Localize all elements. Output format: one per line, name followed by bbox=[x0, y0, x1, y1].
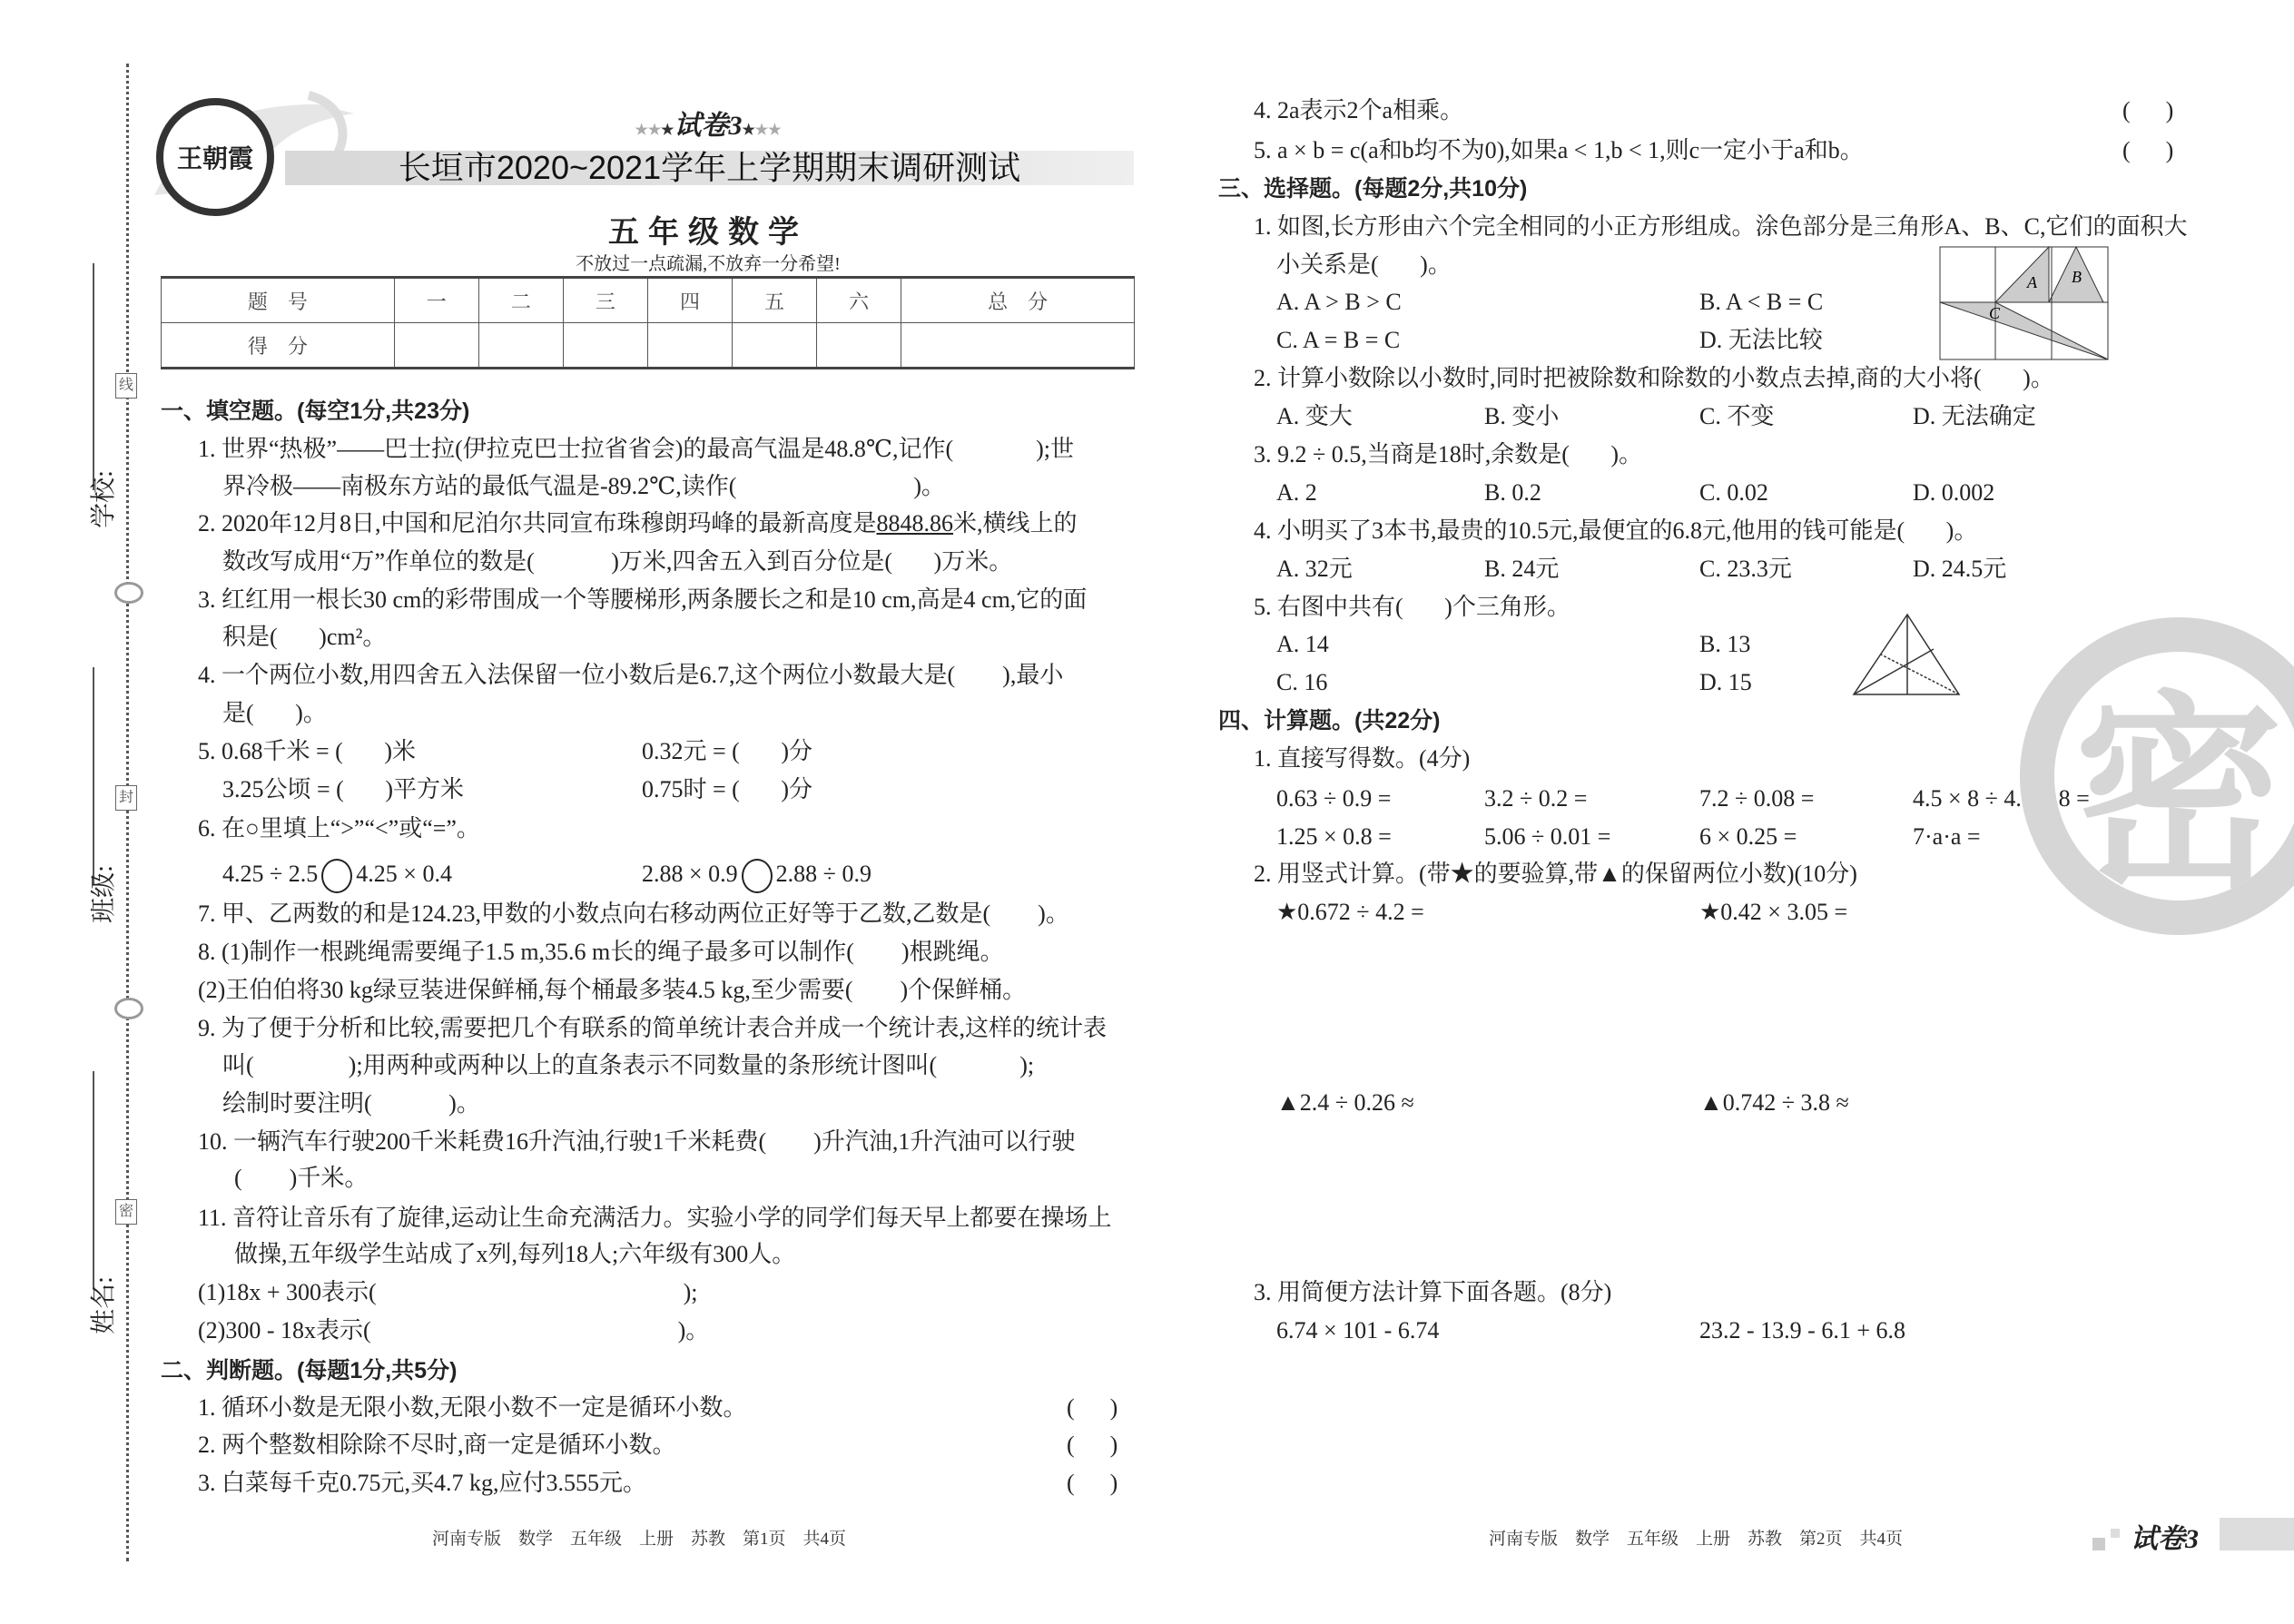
compare-row: 4.25 ÷ 2.5 4.25 × 0.4 bbox=[222, 859, 452, 893]
question-line: 9. 为了便于分析和比较,需要把几个有联系的简单统计表合并成一个统计表,这样的统计表 bbox=[198, 1015, 1108, 1041]
option[interactable]: B. 0.2 bbox=[1484, 479, 1541, 506]
binding-dotted-line bbox=[126, 64, 129, 1561]
question-line: 4. 一个两位小数,用四舍五入法保留一位小数后是6.7,这个两位小数最大是( ),最小 bbox=[198, 662, 1064, 688]
option[interactable]: B. 24元 bbox=[1484, 556, 1560, 582]
motto: 不放过一点疏漏,不放弃一分希望! bbox=[576, 254, 841, 274]
option[interactable]: C. 23.3元 bbox=[1699, 556, 1792, 582]
question-line: 11. 音符让音乐有了旋律,运动让生命充满活力。实验小学的同学们每天早上都要在操场上 bbox=[198, 1205, 1112, 1231]
option[interactable]: C. A = B = C bbox=[1276, 327, 1401, 353]
stars-icon: ★★★ bbox=[635, 123, 674, 138]
name-field[interactable] bbox=[93, 1071, 94, 1289]
section-heading: 四、计算题。(共22分) bbox=[1218, 708, 1441, 733]
question-line: 10. 一辆汽车行驶200千米耗费16升汽油,行驶1千米耗费( )升汽油,1升汽油可以行驶 bbox=[198, 1128, 1076, 1155]
school-field[interactable] bbox=[93, 263, 94, 490]
section-heading: 一、填空题。(每空1分,共23分) bbox=[161, 399, 470, 424]
score-table: 题 号 一 二 三 四 五 六 总 分 得 分 bbox=[161, 276, 1135, 369]
option[interactable]: B. 13 bbox=[1699, 631, 1751, 657]
footer-right: 河南专版 数学 五年级 上册 苏教 第2页 共4页 bbox=[1489, 1530, 1904, 1549]
question-line: 2. 2020年12月8日,中国和尼泊尔共同宣布珠穆朗玛峰的最新高度是8848.86米,横线上的 bbox=[198, 510, 1078, 536]
compare-row: 2.88 × 0.9 2.88 ÷ 0.9 bbox=[642, 859, 871, 893]
question-line: 叫( );用两种或两种以上的直条表示不同数量的条形统计图叫( ); bbox=[222, 1052, 1035, 1078]
compare-circle[interactable] bbox=[321, 859, 352, 893]
option[interactable]: D. 无法比较 bbox=[1699, 327, 1823, 353]
option[interactable]: A. 14 bbox=[1276, 631, 1329, 657]
question-line: 6. 在○里填上“>”“<”或“=”。 bbox=[198, 815, 480, 842]
calc-item: 7·a·a = bbox=[1913, 823, 1981, 850]
question-line: 3. 用简便方法计算下面各题。(8分) bbox=[1254, 1279, 1612, 1305]
option[interactable]: B. A < B = C bbox=[1699, 289, 1824, 315]
binding-circle-icon bbox=[114, 582, 143, 604]
question-line: 0.32元 = ( )分 bbox=[642, 738, 812, 764]
question-line: 3.25公顷 = ( )平方米 bbox=[222, 776, 464, 802]
calc-item: ▲0.742 ÷ 3.8 ≈ bbox=[1699, 1089, 1849, 1116]
question-line: 积是( )cm²。 bbox=[222, 624, 387, 650]
calc-item: 1.25 × 0.8 = bbox=[1276, 823, 1392, 850]
answer-paren[interactable]: ( ) bbox=[1067, 1470, 1118, 1496]
judge-item: 3. 白菜每千克0.75元,买4.7 kg,应付3.555元。 bbox=[198, 1470, 647, 1496]
question-line: (1)18x + 300表示( ); bbox=[198, 1279, 698, 1305]
question-line: 绘制时要注明( )。 bbox=[222, 1090, 480, 1117]
option[interactable]: D. 24.5元 bbox=[1913, 556, 2007, 582]
question-line: 5. 右图中共有( )个三角形。 bbox=[1254, 594, 1570, 620]
option[interactable]: A. A > B > C bbox=[1276, 289, 1402, 315]
option[interactable]: C. 16 bbox=[1276, 669, 1328, 695]
question-line: 4. 小明买了3本书,最贵的10.5元,最便宜的6.8元,他用的钱可能是( )。 bbox=[1254, 517, 1978, 544]
option[interactable]: C. 不变 bbox=[1699, 403, 1775, 429]
fig-label-c: C bbox=[1989, 304, 2001, 322]
brand-logo: 王朝霞 bbox=[156, 98, 274, 216]
question-line: 8. (1)制作一根跳绳需要绳子1.5 m,35.6 m长的绳子最多可以制作( )根跳绳。 bbox=[198, 939, 1004, 965]
calc-item: 6.74 × 101 - 6.74 bbox=[1276, 1317, 1440, 1343]
question-line: 小关系是( )。 bbox=[1276, 251, 1452, 278]
option[interactable]: D. 无法确定 bbox=[1913, 403, 2036, 429]
question-line: ( )千米。 bbox=[234, 1165, 369, 1191]
question-line: 3. 红红用一根长30 cm的彩带围成一个等腰梯形,两条腰长之和是10 cm,高是4 cm,它的面 bbox=[198, 586, 1088, 613]
compare-circle[interactable] bbox=[742, 859, 773, 893]
option[interactable]: D. 15 bbox=[1699, 669, 1752, 695]
judge-item: 2. 两个整数相除除不尽时,商一定是循环小数。 bbox=[198, 1432, 676, 1458]
question-line: 1. 世界“热极”——巴士拉(伊拉克巴士拉省省会)的最高气温是48.8℃,记作( );世 bbox=[198, 436, 1075, 462]
triangle-count-figure bbox=[1852, 613, 1963, 696]
option[interactable]: A. 变大 bbox=[1276, 403, 1353, 429]
question-line: 5. 0.68千米 = ( )米 bbox=[198, 738, 416, 764]
stars-icon: ★★★ bbox=[742, 123, 782, 138]
question-line: 1. 如图,长方形由六个完全相同的小正方形组成。涂色部分是三角形A、B、C,它们的面积大 bbox=[1254, 213, 2188, 240]
name-label: 姓名: bbox=[89, 1276, 118, 1334]
calc-item: 4.5 × 8 ÷ 4.5 × 8 = bbox=[1913, 785, 2090, 812]
calc-item: 23.2 - 13.9 - 6.1 + 6.8 bbox=[1699, 1317, 1905, 1343]
judge-item: 5. a × b = c(a和b均不为0),如果a < 1,b < 1,则c一定小于a和b。 bbox=[1254, 137, 1864, 163]
option[interactable]: A. 32元 bbox=[1276, 556, 1353, 582]
seal-mark-mi: 密 bbox=[115, 1199, 137, 1225]
question-line: 界冷极——南极东方站的最低气温是-89.2℃,读作( )。 bbox=[222, 473, 946, 499]
question-line: (2)王伯伯将30 kg绿豆装进保鲜桶,每个桶最多装4.5 kg,至少需要( )个保鲜桶。 bbox=[198, 977, 1027, 1003]
calc-item: 0.63 ÷ 0.9 = bbox=[1276, 785, 1392, 812]
question-line: 3. 9.2 ÷ 0.5,当商是18时,余数是( )。 bbox=[1254, 441, 1643, 468]
answer-paren[interactable]: ( ) bbox=[2122, 97, 2174, 123]
option[interactable]: A. 2 bbox=[1276, 479, 1317, 506]
fig-label-a: A bbox=[2027, 273, 2037, 291]
option[interactable]: C. 0.02 bbox=[1699, 479, 1768, 506]
question-line: (2)300 - 18x表示( )。 bbox=[198, 1317, 710, 1343]
question-line: 2. 用竖式计算。(带★的要验算,带▲的保留两位小数)(10分) bbox=[1254, 861, 1857, 887]
judge-item: 1. 循环小数是无限小数,无限小数不一定是循环小数。 bbox=[198, 1394, 747, 1421]
answer-paren[interactable]: ( ) bbox=[1067, 1394, 1118, 1421]
question-line: 2. 计算小数除以小数时,同时把被除数和除数的小数点去掉,商的大小将( )。 bbox=[1254, 365, 2054, 391]
judge-item: 4. 2a表示2个a相乘。 bbox=[1254, 97, 1464, 123]
school-label: 学校: bbox=[89, 470, 118, 528]
question-line: 是( )。 bbox=[222, 700, 327, 726]
question-line: 1. 直接写得数。(4分) bbox=[1254, 745, 1471, 772]
rectangle-triangles-figure bbox=[1939, 246, 2110, 360]
calc-item: ★0.42 × 3.05 = bbox=[1699, 899, 1848, 925]
option[interactable]: B. 变小 bbox=[1484, 403, 1560, 429]
paper-number: ★★★试卷3★★★ bbox=[635, 111, 782, 141]
section-heading: 三、选择题。(每题2分,共10分) bbox=[1218, 176, 1528, 202]
class-label: 班级: bbox=[89, 865, 118, 923]
calc-item: ▲2.4 ÷ 0.26 ≈ bbox=[1276, 1089, 1414, 1116]
seal-mark-xian: 线 bbox=[115, 373, 137, 399]
subject-title: 五年级数学 bbox=[608, 215, 808, 250]
fig-label-b: B bbox=[2072, 268, 2082, 286]
exam-title: 长垣市2020~2021学年上学期期末调研测试 bbox=[398, 149, 1021, 186]
calc-item: ★0.672 ÷ 4.2 = bbox=[1276, 899, 1424, 925]
question-line: 做操,五年级学生站成了x列,每列18人;六年级有300人。 bbox=[234, 1241, 796, 1267]
calc-item: 7.2 ÷ 0.08 = bbox=[1699, 785, 1815, 812]
answer-paren[interactable]: ( ) bbox=[1067, 1432, 1118, 1458]
footer-left: 河南专版 数学 五年级 上册 苏教 第1页 共4页 bbox=[432, 1530, 847, 1549]
calc-item: 3.2 ÷ 0.2 = bbox=[1484, 785, 1588, 812]
option[interactable]: D. 0.002 bbox=[1913, 479, 1995, 506]
answer-paren[interactable]: ( ) bbox=[2122, 137, 2174, 163]
seal-mark-feng: 封 bbox=[115, 785, 137, 811]
question-line: 7. 甲、乙两数的和是124.23,甲数的小数点向右移动两位正好等于乙数,乙数是( )。 bbox=[198, 901, 1069, 927]
calc-item: 6 × 0.25 = bbox=[1699, 823, 1797, 850]
paper-tab: 试卷3 bbox=[2092, 1518, 2294, 1552]
class-field[interactable] bbox=[93, 667, 94, 885]
calc-item: 5.06 ÷ 0.01 = bbox=[1484, 823, 1611, 850]
watermark-seal: 密 bbox=[2020, 617, 2294, 935]
question-line: 数改写成用“万”作单位的数是( )万米,四舍五入到百分位是( )万米。 bbox=[222, 548, 1013, 575]
section-heading: 二、判断题。(每题1分,共5分) bbox=[161, 1358, 458, 1383]
binding-circle-icon bbox=[114, 998, 143, 1019]
question-line: 0.75时 = ( )分 bbox=[642, 776, 812, 802]
